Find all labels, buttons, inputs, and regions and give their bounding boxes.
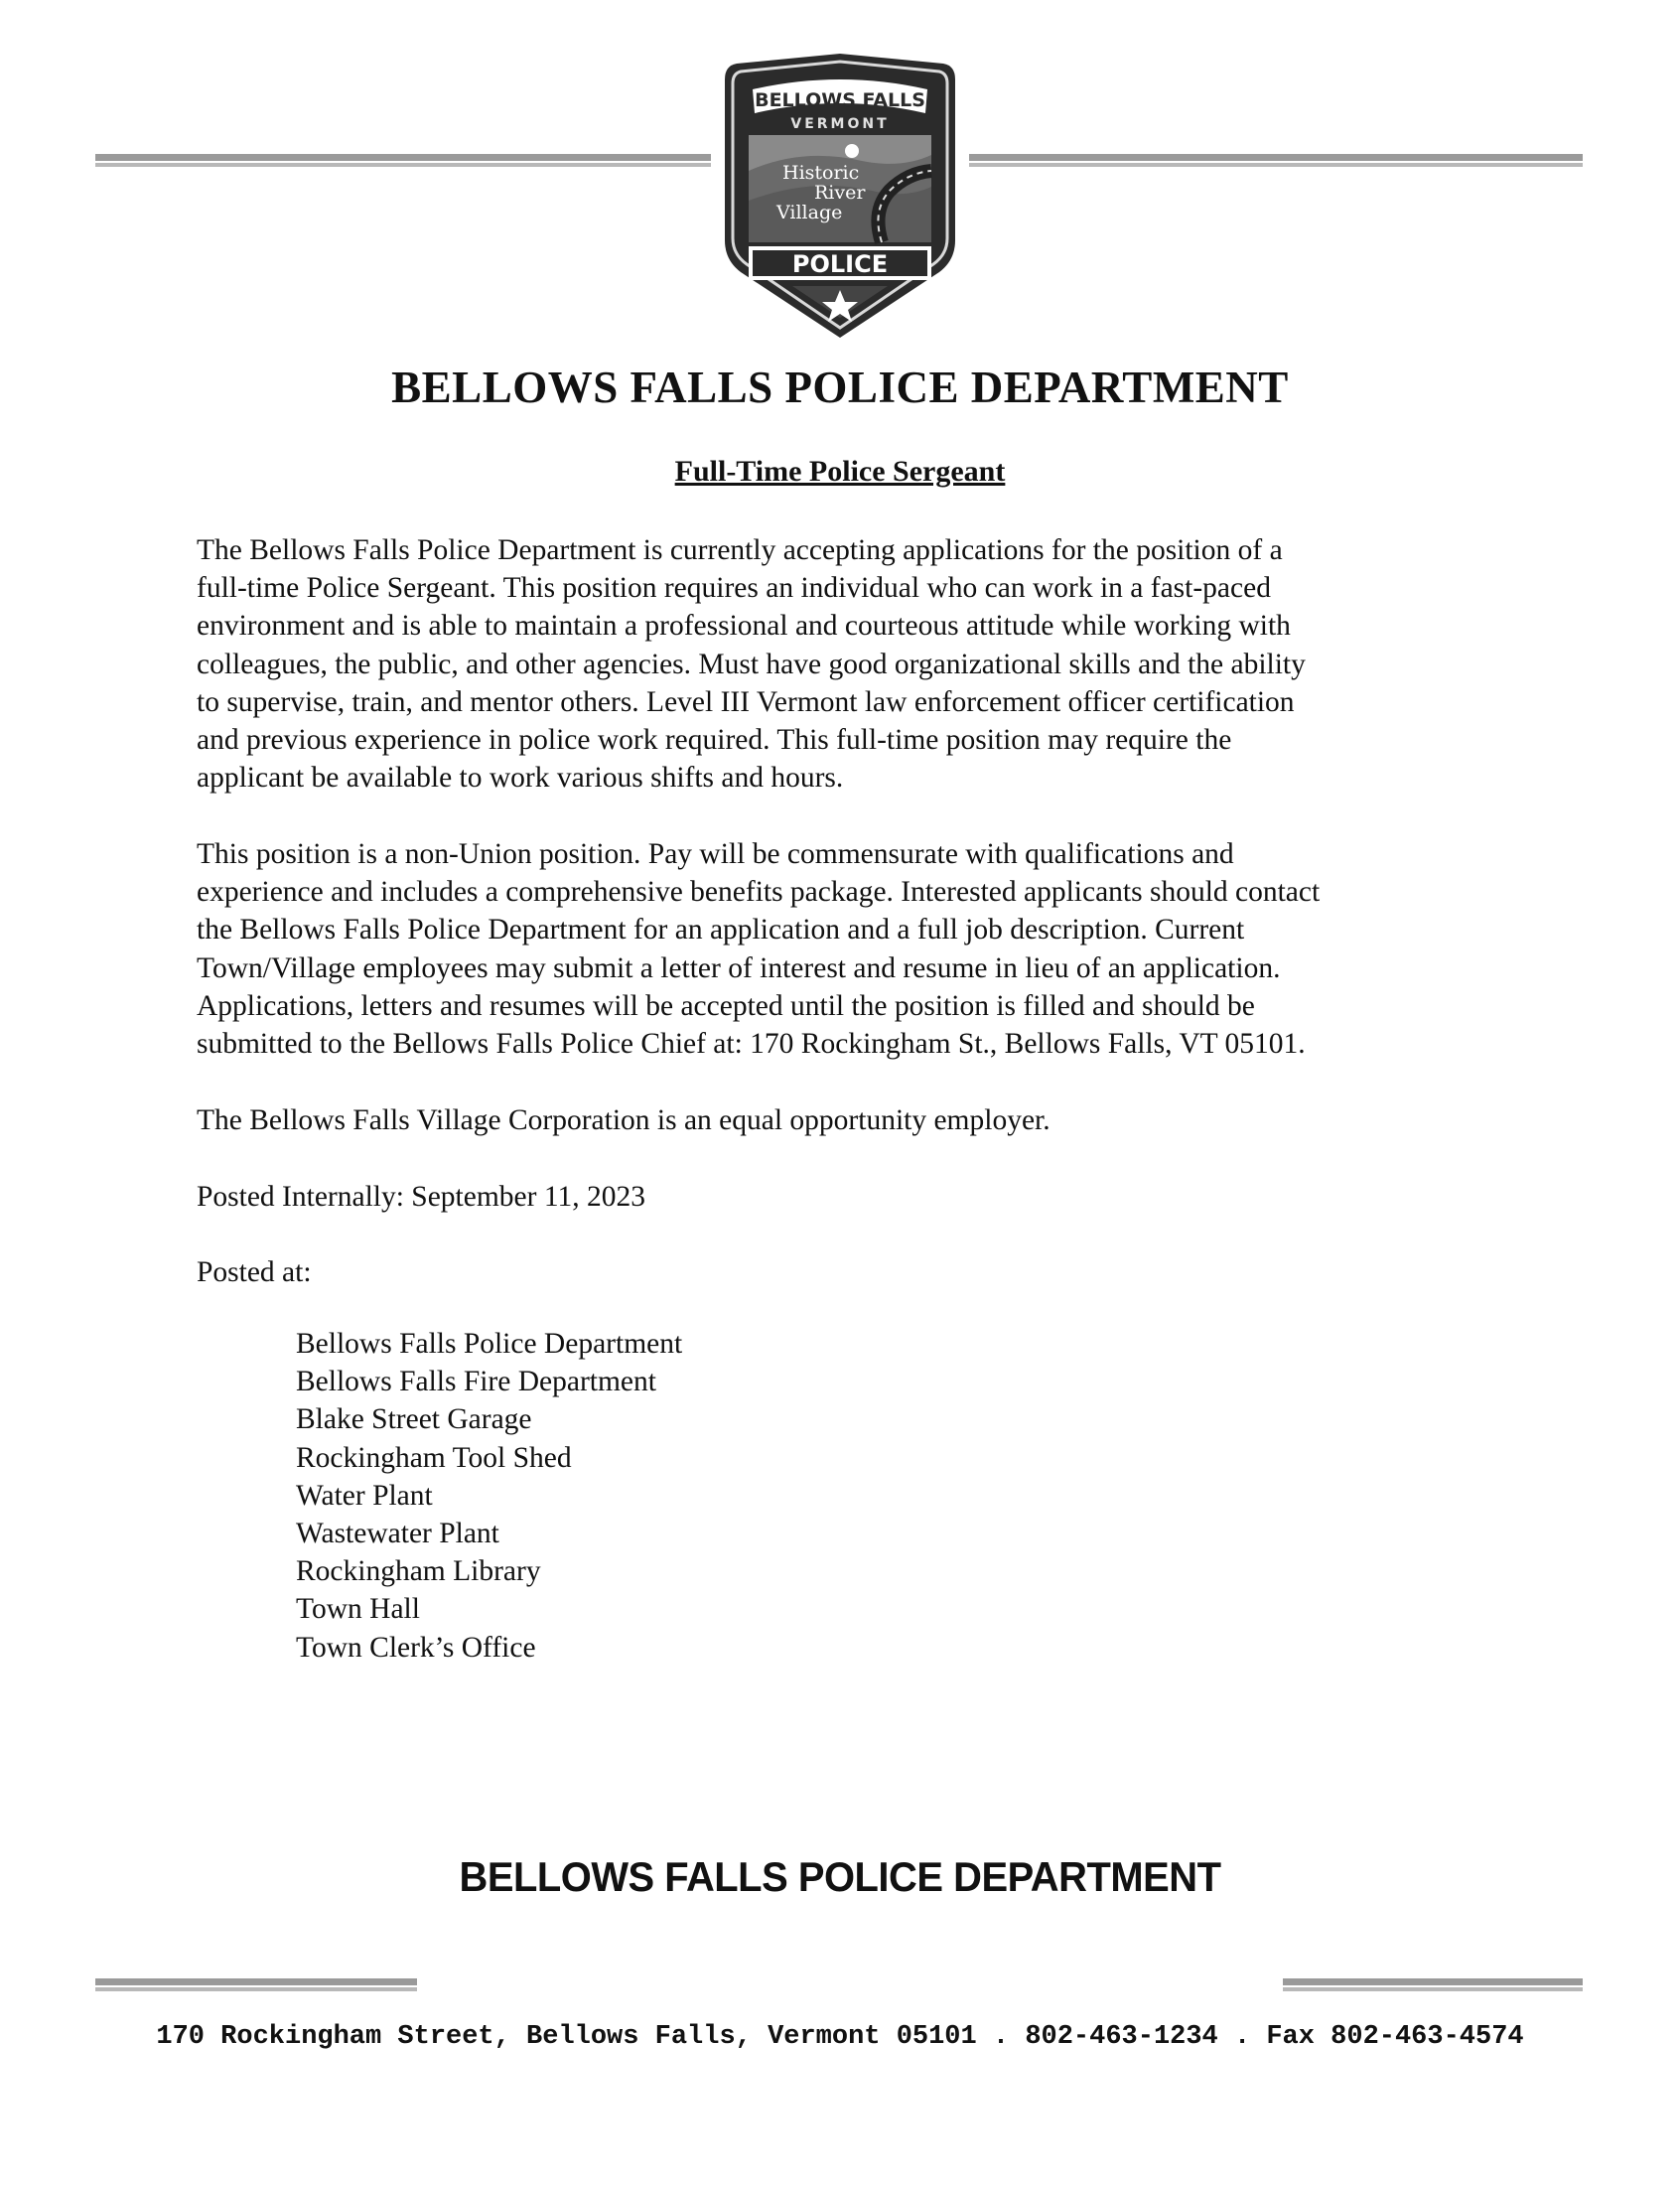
description-paragraph: The Bellows Falls Police Department is currently accepting applications for the position of a full-time Police Sergeant. This position requires an individual who can work in a fast-paced environment and is able to maintain a professional and courteous attitude while working with colleagues, the public, and other agencies. Must have good organizational skills and the ability to supervise, train, and mentor others. Level III Vermont law enforcement officer certification and previous experience in police work required. This full-time position may require the applicant be available to work various shifts and hours.: [197, 534, 1306, 795]
badge-top-text: BELLOWS FALLS: [755, 89, 925, 111]
list-item: Bellows Falls Police Department: [296, 1328, 683, 1360]
list-item: Town Clerk’s Office: [296, 1631, 536, 1664]
posted-at-label: Posted at:: [197, 1256, 312, 1288]
page-title: BELLOWS FALLS POLICE DEPARTMENT: [391, 363, 1289, 412]
list-item: Rockingham Library: [296, 1555, 541, 1588]
job-title: Full-Time Police Sergeant: [674, 455, 1006, 488]
badge-sub-text: VERMONT: [790, 116, 890, 132]
list-item: Water Plant: [296, 1479, 433, 1512]
header-rule-right: [969, 154, 1583, 168]
badge-center-text-2: River: [814, 182, 866, 204]
footer-title: BELLOWS FALLS POLICE DEPARTMENT: [459, 1853, 1221, 1900]
application-paragraph: This position is a non-Union position. Pay will be commensurate with qualifications and experience and includes a comprehensive benefits package. Interested applicants should contact the Bellows Falls Police Department for an application and a full job description. Current Town/Village employees may submit a letter of interest and resume in lieu of an application. Applications, letters and resumes will be accepted until the position is filled and should be submitted to the Bellows Falls Police Chief at: 170 Rockingham St., Bellows Falls, VT 05101.: [197, 838, 1321, 1061]
posted-internally-date: Posted Internally: September 11, 2023: [197, 1181, 645, 1213]
list-item: Wastewater Plant: [296, 1518, 499, 1550]
header-rule-left: [95, 154, 711, 168]
footer-rule-left: [95, 1978, 417, 1992]
moon-icon: [845, 144, 859, 158]
badge-center-text-3: Village: [776, 202, 843, 223]
footer-address: 170 Rockingham Street, Bellows Falls, Vermont 05101 . 802-463-1234 . Fax 802-463-4574: [156, 2022, 1524, 2052]
list-item: Rockingham Tool Shed: [296, 1441, 572, 1474]
eoe-statement: The Bellows Falls Village Corporation is an equal opportunity employer.: [197, 1104, 1050, 1136]
police-badge-logo: [723, 52, 957, 340]
list-item: Town Hall: [296, 1593, 420, 1626]
posting-locations-list: [296, 1325, 682, 1667]
badge-center-text-1: Historic: [782, 162, 860, 184]
footer-rule-right: [1283, 1978, 1583, 1992]
list-item: Bellows Falls Fire Department: [296, 1366, 656, 1398]
badge-bottom-text: POLICE: [791, 250, 889, 278]
list-item: Blake Street Garage: [296, 1403, 532, 1436]
